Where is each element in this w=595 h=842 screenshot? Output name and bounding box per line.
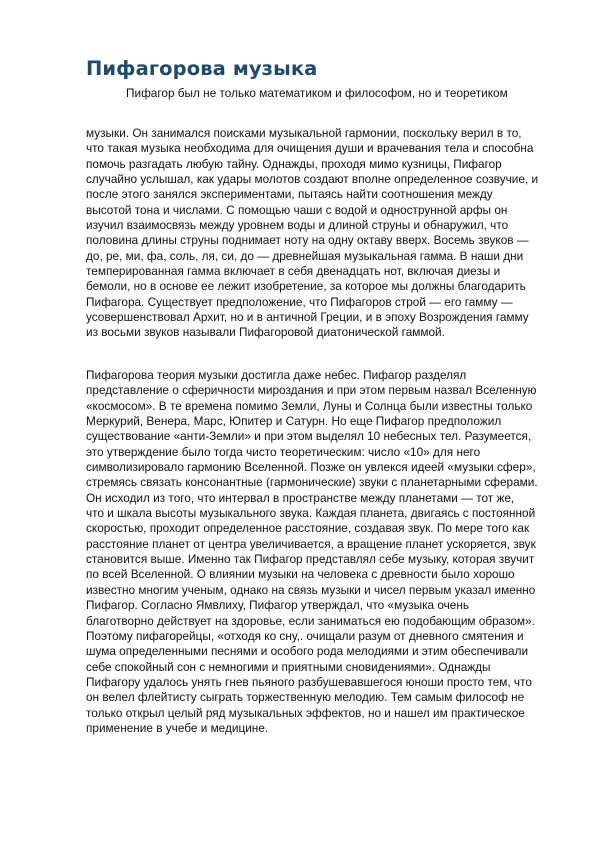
text-line: Меркурий, Венера, Марс, Юпитер и Сатурн. Но еще Пифагор предположил [86, 414, 502, 429]
text-line: расстояние планет от центра увеличивается, а вращение планет ускоряется, звук [86, 536, 536, 551]
document-title: Пифагорова музыка [86, 57, 318, 80]
document-subtitle: Пифагор был не только математиком и философом, но и теоретиком [126, 86, 508, 100]
text-line: Он исходил из того, что интервал в пространстве между планетами — тот же, [86, 490, 515, 505]
paragraph-2 [86, 368, 566, 736]
text-line: по всей Вселенной. О влиянии музыки на человека с древности было хорошо [86, 567, 515, 582]
text-line: темперированная гамма включает в себя двенадцать нот, включая диезы и [86, 264, 501, 279]
text-line: бемоли, но в основе ее лежит изобретение, за которое мы должны благодарить [86, 279, 526, 294]
text-line: из восьми звуков называли Пифагоровой диатонической гаммой. [86, 325, 445, 340]
text-line: Пифагора. Существует предположение, что Пифагоров строй — его гамму — [86, 294, 513, 309]
text-line: до, ре, ми, фа, соль, ля, си, до — древнейшая музыкальная гамма. В наши дни [86, 248, 524, 263]
text-line: половина длины струны поднимает ноту на одну октаву вверх. Восемь звуков — [86, 233, 529, 248]
text-line: благотворно действует на здоровье, если заниматься ею подобающим образом». [86, 613, 535, 628]
text-line: только открыл целый ряд музыкальных эффектов, но и нашел им практическое [86, 705, 525, 720]
text-line: случайно услышал, как удары молотов создают вполне определенное созвучие, и [86, 172, 539, 187]
text-line: высотой тона и числами. С помощью чаши с водой и однострунной арфы он [86, 202, 508, 217]
text-line: Пифагор. Согласно Ямвлиху, Пифагор утверждал, что «музыка очень [86, 598, 470, 613]
text-line: шума определенными песнями и особого рода мелодиями и этим обеспечивали [86, 644, 529, 659]
text-line: существование «анти-Земли» и при этом выделял 10 небесных тел. Разумеется, [86, 429, 532, 444]
text-line: Пифагору удалось унять гнев пьяного разбушевавшегося юноши просто тем, что [86, 674, 532, 689]
text-line: «космосом». В те времена помимо Земли, Луны и Солнца были известны только [86, 398, 533, 413]
text-line: себе спокойный сон с немногими и приятными сновидениями». Однажды [86, 659, 491, 674]
text-line: становится выше. Именно так Пифагор представлял себе музыку, которая звучит [86, 552, 535, 567]
text-line: изучил взаимосвязь между уровнем воды и длиной струны и обнаружил, что [86, 218, 509, 233]
text-line: музыки. Он занимался поисками музыкальной гармонии, поскольку верил в то, [86, 126, 522, 140]
text-line: после этого занялся экспериментами, пытаясь найти соотношения между [86, 187, 493, 202]
text-line: скоростью, проходит определенное расстояние, создавая звук. По мере того как [86, 521, 530, 536]
text-line: представление о сферичности мироздания и при этом первым назвал Вселенную [86, 383, 537, 398]
text-line: что такая музыка необходима для очищения души и врачевания тела и способна [86, 141, 534, 156]
text-line: это утверждение было тогда чисто теоретическим: число «10» для него [86, 444, 481, 459]
text-line: он велел флейтисту сыграть торжественную мелодию. Тем самым философ не [86, 690, 525, 705]
text-line: применение в учебе и медицине. [86, 720, 269, 735]
text-line: что и шкала высоты музыкального звука. Каждая планета, двигаясь с постоянной [86, 506, 536, 521]
text-line: известно многим ученым, однако на связь музыки и чисел первым указал именно [86, 582, 536, 597]
text-line: Поэтому пифагорейцы, «отходя ко сну,. очищали разум от дневного смятения и [86, 628, 524, 643]
text-line: помочь разгадать любую тайну. Однажды, проходя мимо кузницы, Пифагор [86, 156, 502, 171]
text-line: усовершенствовал Архит, но и в античной Греции, и в эпоху Возрождения гамму [86, 310, 529, 325]
text-line: символизировало гармонию Вселенной. Позже он увлекся идеей «музыки сфер», [86, 460, 536, 475]
paragraph-1 [86, 126, 566, 341]
text-line: стремясь связать консонантные (гармонические) звуки с планетарными сферами. [86, 475, 538, 490]
text-line: Пифагорова теория музыки достигла даже небес. Пифагор разделял [86, 368, 467, 382]
